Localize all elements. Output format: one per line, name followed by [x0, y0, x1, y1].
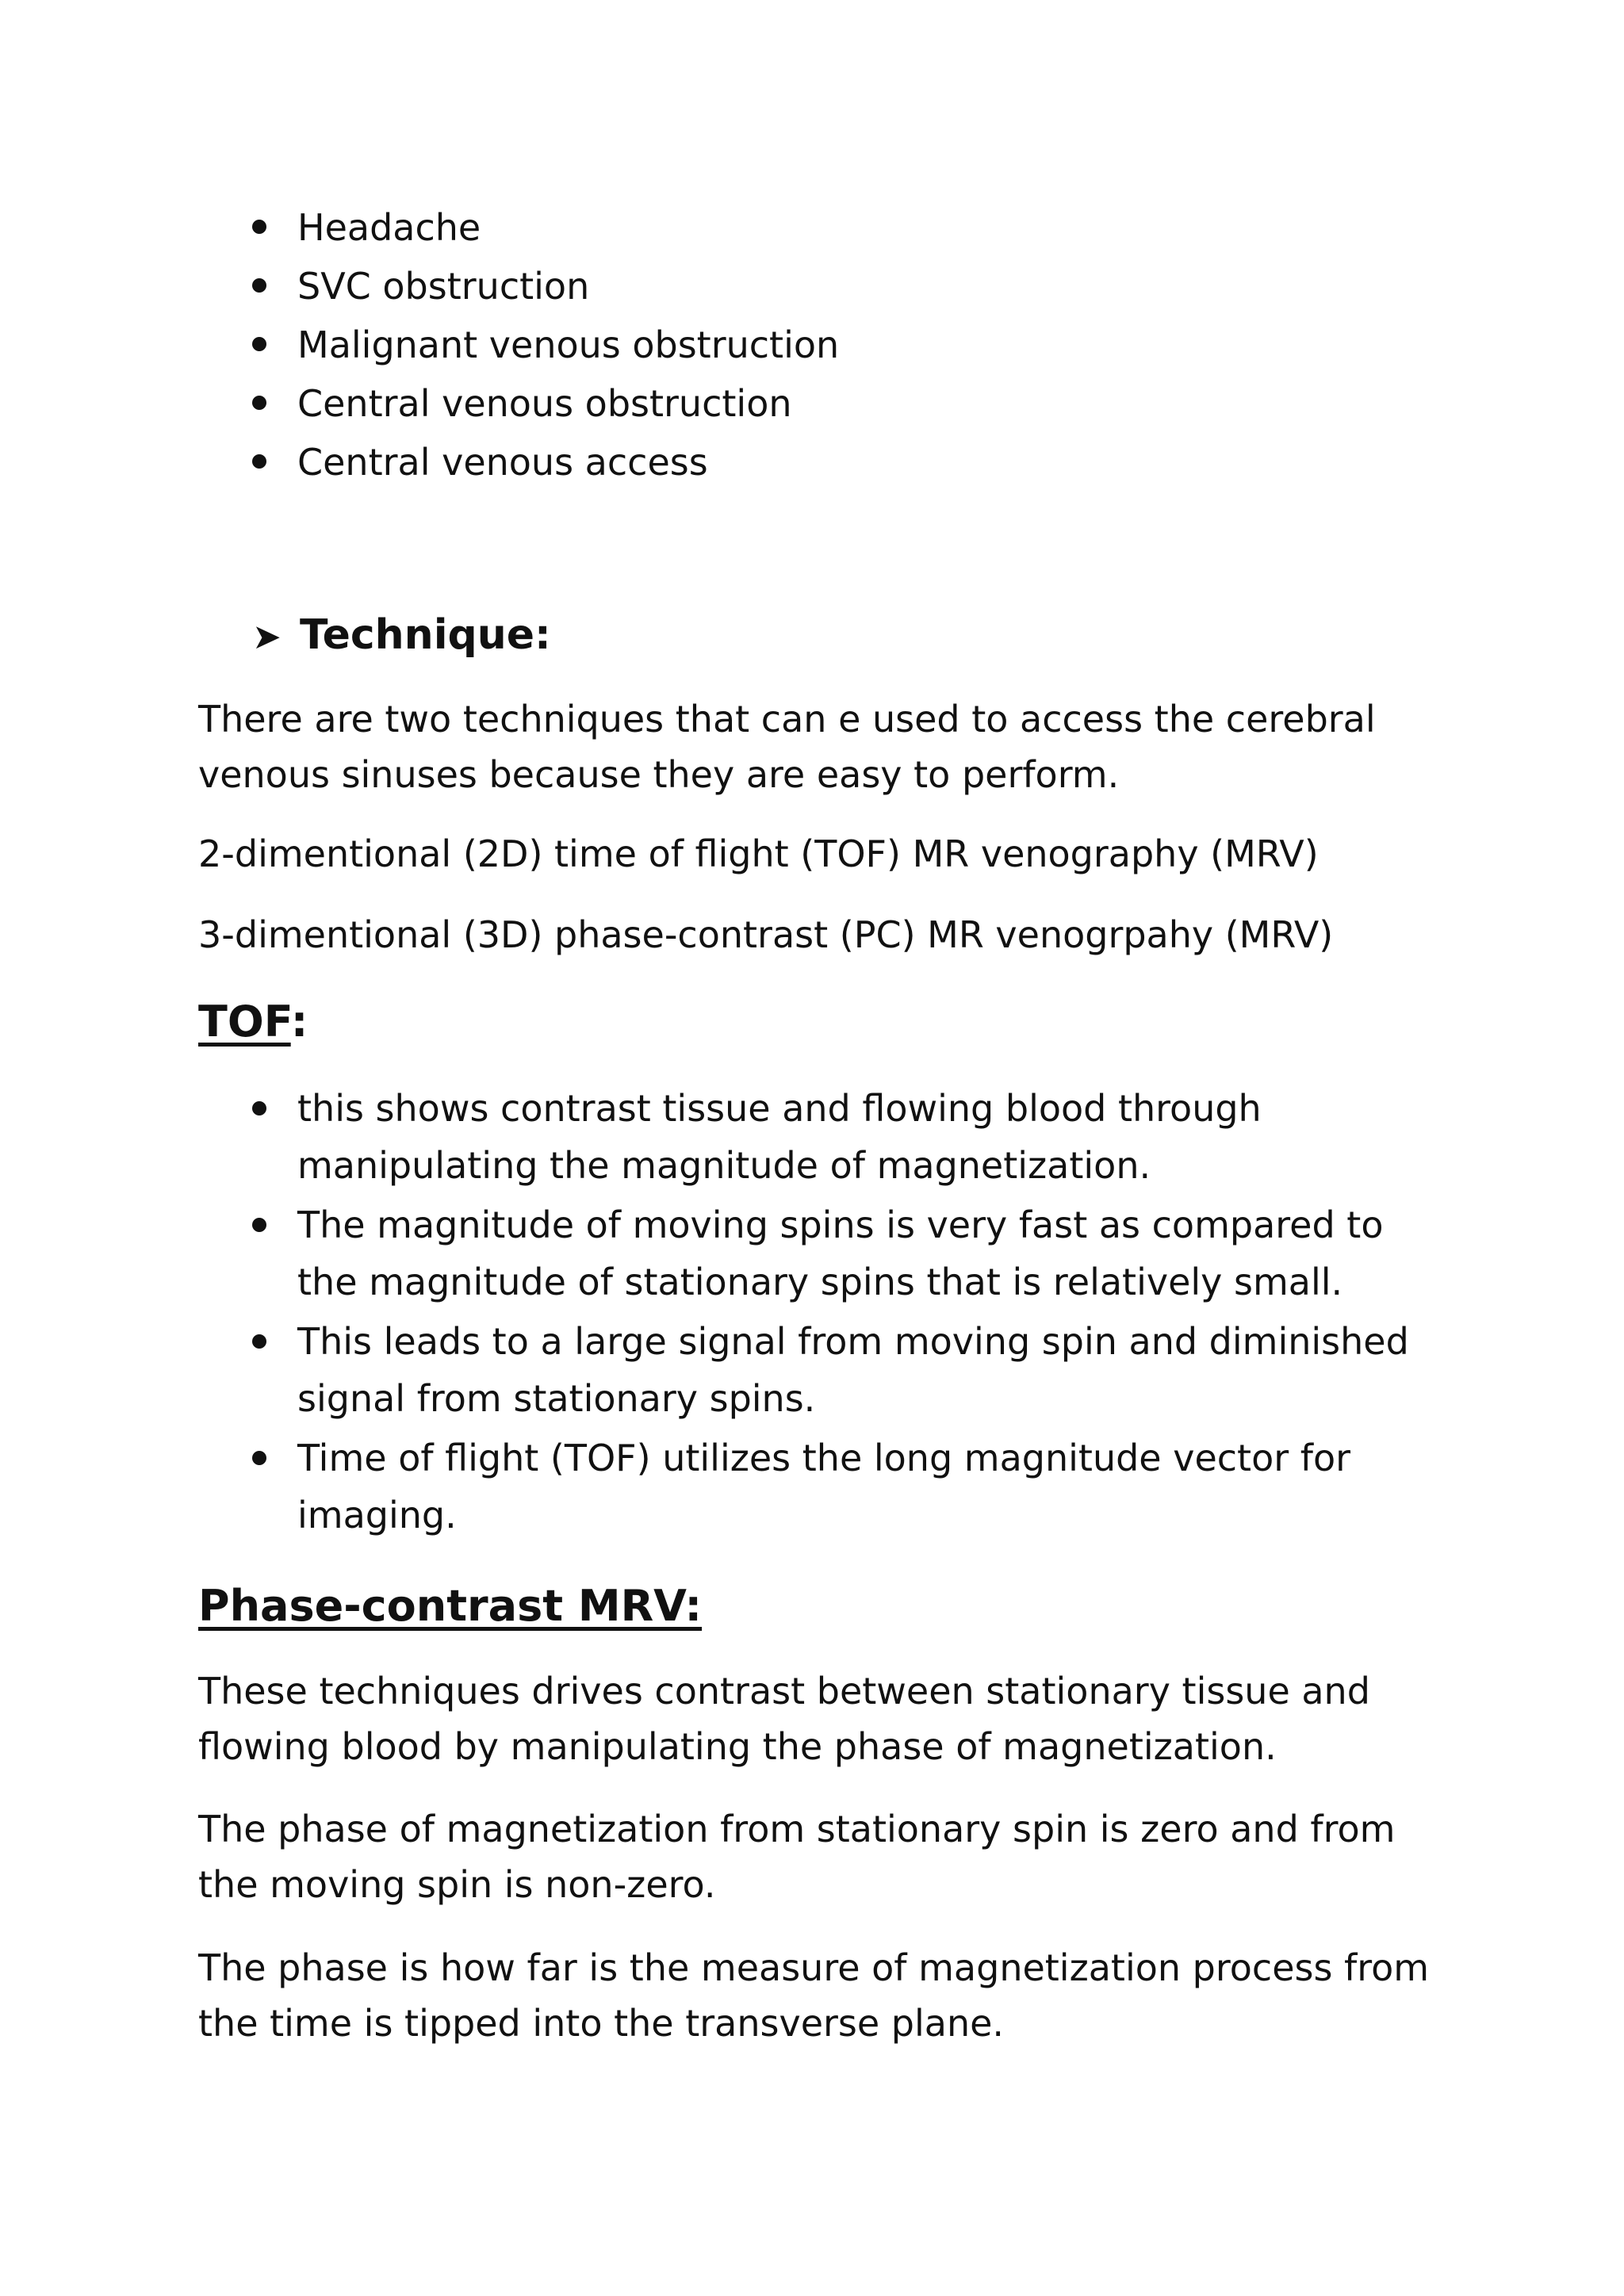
list-item: this shows contrast tissue and flowing blood through manipulating the magnitude of magnetization.: [198, 1080, 1435, 1194]
list-item: Headache: [198, 198, 1435, 257]
indications-list: [198, 198, 1435, 492]
technique-3d: 3-dimentional (3D) phase-contrast (PC) MR venogrpahy (MRV): [198, 913, 1334, 956]
arrow-bullet-icon: ➤: [252, 617, 282, 657]
phase-contrast-paragraph: These techniques drives contrast between stationary tissue and flowing blood by manipulating the phase of magnetization.: [198, 1670, 1370, 1768]
technique-intro: There are two techniques that can e used to access the cerebral venous sinuses because they are easy to perform.: [198, 698, 1376, 796]
technique-heading: ➤ Technique:: [252, 607, 1489, 665]
phase-contrast-paragraph: The phase of magnetization from stationary spin is zero and from the moving spin is non-zero.: [198, 1808, 1396, 1906]
list-item: Time of flight (TOF) utilizes the long magnitude vector for imaging.: [198, 1429, 1435, 1544]
list-item: Central venous obstruction: [198, 374, 1435, 433]
tof-list: [198, 1080, 1435, 1546]
phase-contrast-paragraph: The phase is how far is the measure of magnetization process from the time is tipped into the transverse plane.: [198, 1946, 1430, 2045]
tof-heading: TOF:: [198, 997, 308, 1047]
technique-2d: 2-dimentional (2D) time of flight (TOF) MR venography (MRV): [198, 832, 1319, 875]
phase-contrast-heading: Phase-contrast MRV:: [198, 1581, 703, 1631]
list-item: This leads to a large signal from moving spin and diminished signal from stationary spins.: [198, 1313, 1435, 1427]
list-item: Malignant venous obstruction: [198, 316, 1435, 374]
list-item: Central venous access: [198, 433, 1435, 492]
list-item: SVC obstruction: [198, 257, 1435, 316]
list-item: The magnitude of moving spins is very fast as compared to the magnitude of stationary spins that is relatively small.: [198, 1196, 1435, 1311]
